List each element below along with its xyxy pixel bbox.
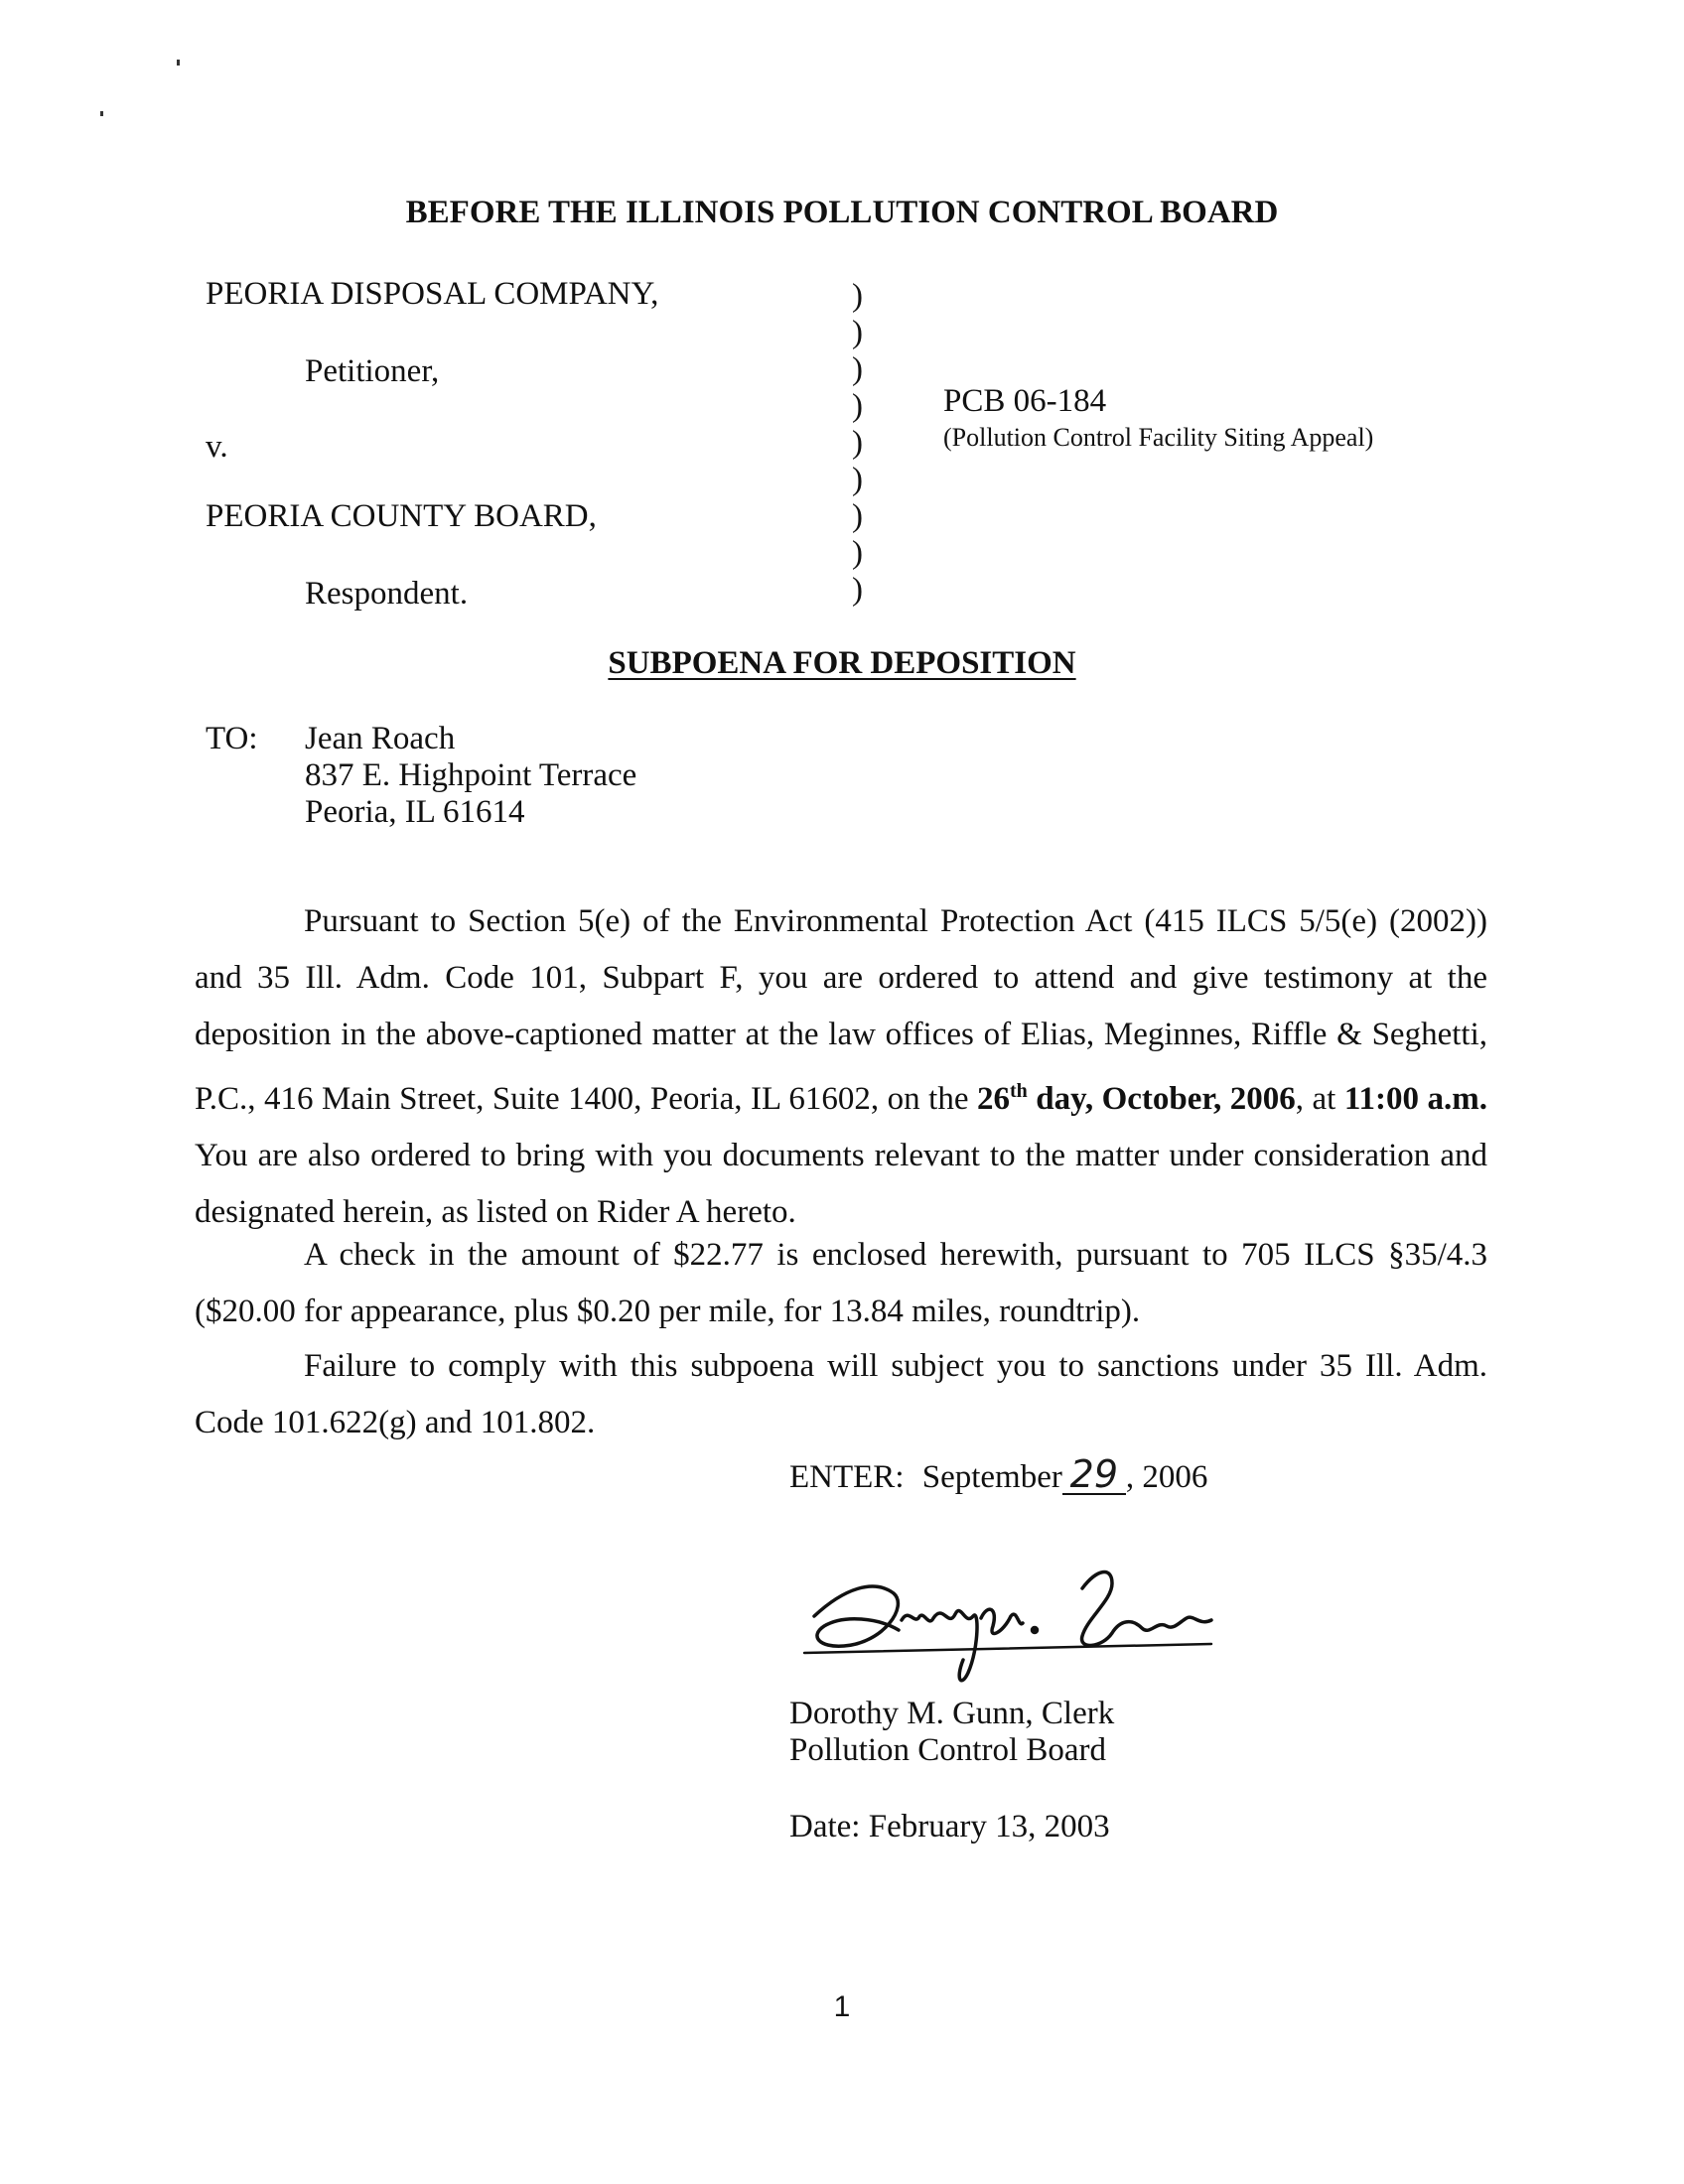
clerk-signature [784,1549,1231,1698]
enter-day-handwritten: 29 [1062,1455,1126,1495]
page-header: BEFORE THE ILLINOIS POLLUTION CONTROL BOARD [405,195,1279,230]
check-paragraph: A check in the amount of $22.77 is enclosed herewith, pursuant to 705 ILCS §35/4.3 ($20.00 for appearance, plus $0.20 per mile, for 13.84 miles, roundtrip). [195,1237,1487,1329]
caption-paren: ) [852,498,863,534]
petitioner-role: Petitioner, [305,353,440,389]
caption-paren: ) [852,388,863,424]
case-type: (Pollution Control Facility Siting Appeal) [943,423,1374,452]
enter-month: September [921,1459,1062,1495]
respondent-name: PEORIA COUNTY BOARD, [206,498,597,534]
signer-name: Dorothy M. Gunn, Clerk [789,1696,1115,1731]
caption-paren: ) [852,462,863,497]
enter-label: ENTER: [789,1459,905,1495]
respondent-role: Respondent. [305,576,469,612]
caption-paren: ) [852,572,863,608]
caption-paren: ) [852,425,863,461]
recipient-name: Jean Roach [305,721,456,756]
case-number: PCB 06-184 [943,383,1107,419]
scan-speck [177,60,180,66]
enter-line [789,1452,1208,1497]
recipient-city: Peoria, IL 61614 [305,794,525,830]
caption-paren: ) [852,278,863,314]
signer-office: Pollution Control Board [789,1732,1107,1768]
enter-year: , 2006 [1125,1459,1208,1495]
petitioner-name: PEORIA DISPOSAL COMPANY, [206,276,659,312]
caption-paren: ) [852,315,863,350]
scan-speck [100,111,103,116]
caption-paren: ) [852,535,863,571]
signature-date: Date: February 13, 2003 [789,1809,1110,1844]
document-title: SUBPOENA FOR DEPOSITION [608,645,1076,681]
sanctions-paragraph: Failure to comply with this subpoena will subject you to sanctions under 35 Ill. Adm. Code 101.622(g) and 101.802. [195,1348,1487,1440]
versus: v. [206,429,228,465]
page-number: 1 [833,1990,851,2023]
recipient-street: 837 E. Highpoint Terrace [305,757,637,793]
order-paragraph: Pursuant to Section 5(e) of the Environmental Protection Act (415 ILCS 5/5(e) (2002)) and 35 Ill. Adm. Code 101, Subpart F, you are ordered to attend and give testimony at the deposition in the above-captioned matter at the law offices of Elias, Meginnes, Riffle & Seghetti, P.C., 416 Main Street, Suite 1400, Peoria, IL 61602, on the 26th day, October, 2006, at 11:00 a.m. You are also ordered to bring with you documents relevant to the matter under consideration and designated herein, as listed on Rider A hereto. [195,903,1487,1230]
caption-paren: ) [852,351,863,387]
recipient-label: TO: [206,721,258,756]
